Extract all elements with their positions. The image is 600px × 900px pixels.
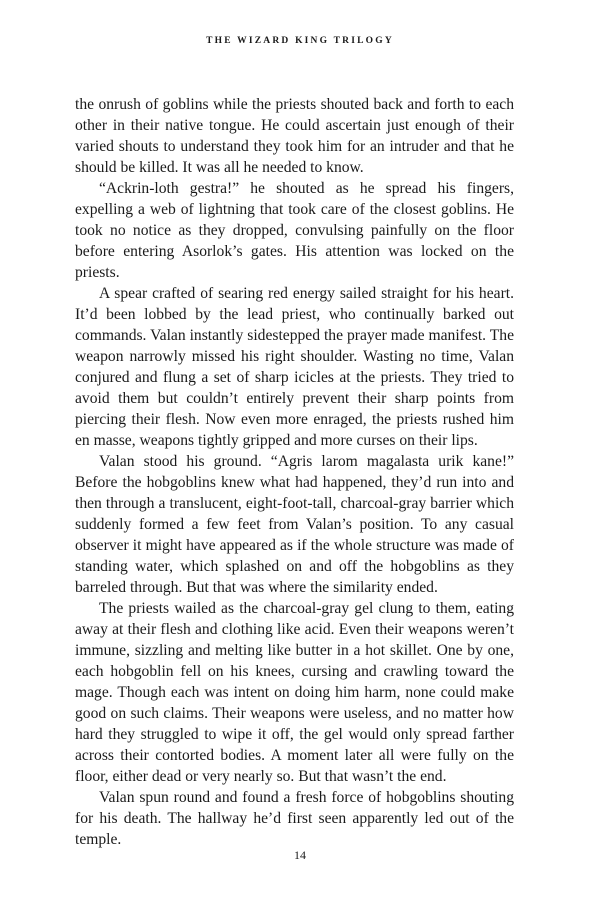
paragraph: A spear crafted of searing red energy sailed straight for his heart. It’d been lobbed by the lead priest, who continually barked out commands. Valan instantly sidestepped the prayer made manifest. The weapon narrowly missed his right shoulder. Wasting no time, Valan conjured and flung a set of sharp icicles at the priests. They tried to avoid them but couldn’t entirely prevent their sharp points from piercing their flesh. Now even more enraged, the priests rushed him en masse, weapons tightly gripped and more curses on their lips.	[75, 285, 514, 449]
body-text	[75, 94, 514, 850]
running-head: THE WIZARD KING TRILOGY	[206, 36, 394, 46]
paragraph: Valan stood his ground. “Agris larom magalasta urik kane!” Before the hobgoblins knew what had happened, they’d run into and then through a translucent, eight-foot-tall, charcoal-gray barrier which suddenly formed a few feet from Valan’s position. To any casual observer it might have appeared as if the whole structure was made of standing water, which splashed on and off the hobgoblins as they barreled through. But that was where the similarity ended.	[75, 453, 514, 596]
paragraph: “Ackrin-loth gestra!” he shouted as he spread his fingers, expelling a web of lightning that took care of the closest goblins. He took no notice as they dropped, convulsing painfully on the floor before entering Asorlok’s gates. His attention was locked on the priests.	[75, 180, 514, 281]
paragraph: The priests wailed as the charcoal-gray gel clung to them, eating away at their flesh and clothing like acid. Even their weapons weren’t immune, sizzling and melting like butter in a hot skillet. One by one, each hobgoblin fell on his knees, cursing and crawling toward the mage. Though each was intent on doing him harm, none could make good on such claims. Their weapons were useless, and no matter how hard they struggled to wipe it off, the gel would only spread farther across their contorted bodies. A moment later all were fully on the floor, either dead or very nearly so. But that wasn’t the end.	[75, 600, 514, 785]
paragraph: the onrush of goblins while the priests shouted back and forth to each other in their native tongue. He could ascertain just enough of their varied shouts to understand they took him for an intruder and that he should be killed. It was all he needed to know.	[75, 96, 514, 176]
page-number: 14	[294, 848, 306, 862]
paragraph: Valan spun round and found a fresh force of hobgoblins shouting for his death. The hallway he’d first seen apparently led out of the temple.	[75, 789, 514, 848]
